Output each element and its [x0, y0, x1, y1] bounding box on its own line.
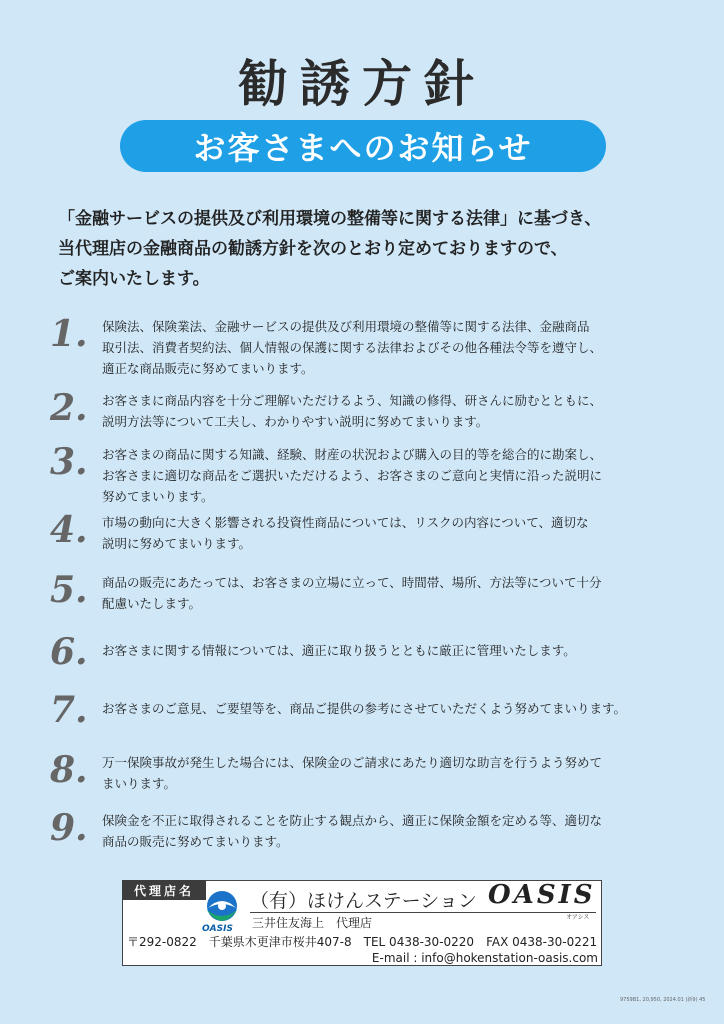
item-number: 7. [50, 689, 88, 731]
item-number: 5. [50, 569, 88, 611]
item-text: 保険法、保険業法、金融サービスの提供及び利用環境の整備等に関する法律、金融商品 取引法、消費者契約法、個人情報の保護に関する法律およびその他各種法令等を遵守し、 適正な商品販売に努めてまいります。 [102, 319, 603, 376]
item-number: 6. [50, 631, 88, 673]
policy-item [50, 388, 680, 432]
page-title: 勧誘方針 [238, 55, 486, 113]
item-text: お客さまに関する情報については、適正に取り扱うとともに厳正に管理いたします。 [102, 643, 576, 658]
item-text: お客さまに商品内容を十分ご理解いただけるよう、知識の修得、研さんに励むとともに、 説明方法等について工夫し、わかりやすい説明に努めてまいります。 [102, 393, 603, 429]
print-code: 9759B1, 20,950, 2024.01 (新9) 45 [620, 997, 706, 1003]
policy-item [50, 690, 680, 730]
item-number: 2. [50, 387, 88, 429]
item-text: 商品の販売にあたっては、お客さまの立場に立って、時間帯、場所、方法等について十分 配慮いたします。 [102, 575, 602, 611]
intro-text: 「金融サービスの提供及び利用環境の整備等に関する法律」に基づき、 当代理店の金融商品の勧誘方針を次のとおり定めておりますので、 ご案内いたします。 [58, 209, 602, 289]
policy-item [50, 314, 680, 379]
notice-banner: お客さまへのお知らせ [120, 120, 606, 172]
policy-item [50, 442, 680, 507]
item-number: 4. [50, 509, 88, 551]
item-text: お客さまの商品に関する知識、経験、財産の状況および購入の目的等を総合的に勘案し、 お客さまに適切な商品をご選択いただけるよう、お客さまのご意向と実情に沿った説明に 努めてまいります。 [102, 447, 603, 504]
item-number: 8. [50, 749, 88, 791]
insurer-label: 三井住友海上 代理店 [252, 916, 373, 930]
email-line: E-mail : info@hokenstation-oasis.com [371, 951, 598, 965]
item-number: 3. [50, 441, 88, 483]
policy-item [50, 570, 680, 614]
item-number: 1. [50, 313, 88, 355]
policy-item [50, 808, 680, 852]
brand-kana: オアシス [566, 914, 590, 921]
company-name: （有）ほけんステーション [250, 890, 477, 912]
brand-name: OASIS [488, 880, 596, 910]
divider [250, 912, 596, 913]
policy-item [50, 510, 680, 554]
item-text: 万一保険事故が発生した場合には、保険金のご請求にあたり適切な助言を行うよう努めて まいります。 [102, 755, 603, 791]
address-line: 〒292-0822 千葉県木更津市桜井407-8 TEL 0438-30-0220 FAX 0438-30-0221 [127, 935, 598, 949]
logo-wordmark: OASIS [202, 924, 233, 934]
item-text: 市場の動向に大きく影響される投資性商品については、リスクの内容について、適切な 説明に努めてまいります。 [102, 515, 589, 551]
policy-item [50, 632, 680, 672]
item-text: 保険金を不正に取得されることを防止する観点から、適正に保険金額を定める等、適切な 商品の販売に努めてまいります。 [102, 813, 603, 849]
item-text: お客さまのご意見、ご要望等を、商品ご提供の参考にさせていただくよう努めてまいります。 [102, 701, 627, 716]
item-number: 9. [50, 807, 88, 849]
policy-item [50, 750, 680, 794]
agent-tag: 代理店名 [122, 880, 206, 900]
